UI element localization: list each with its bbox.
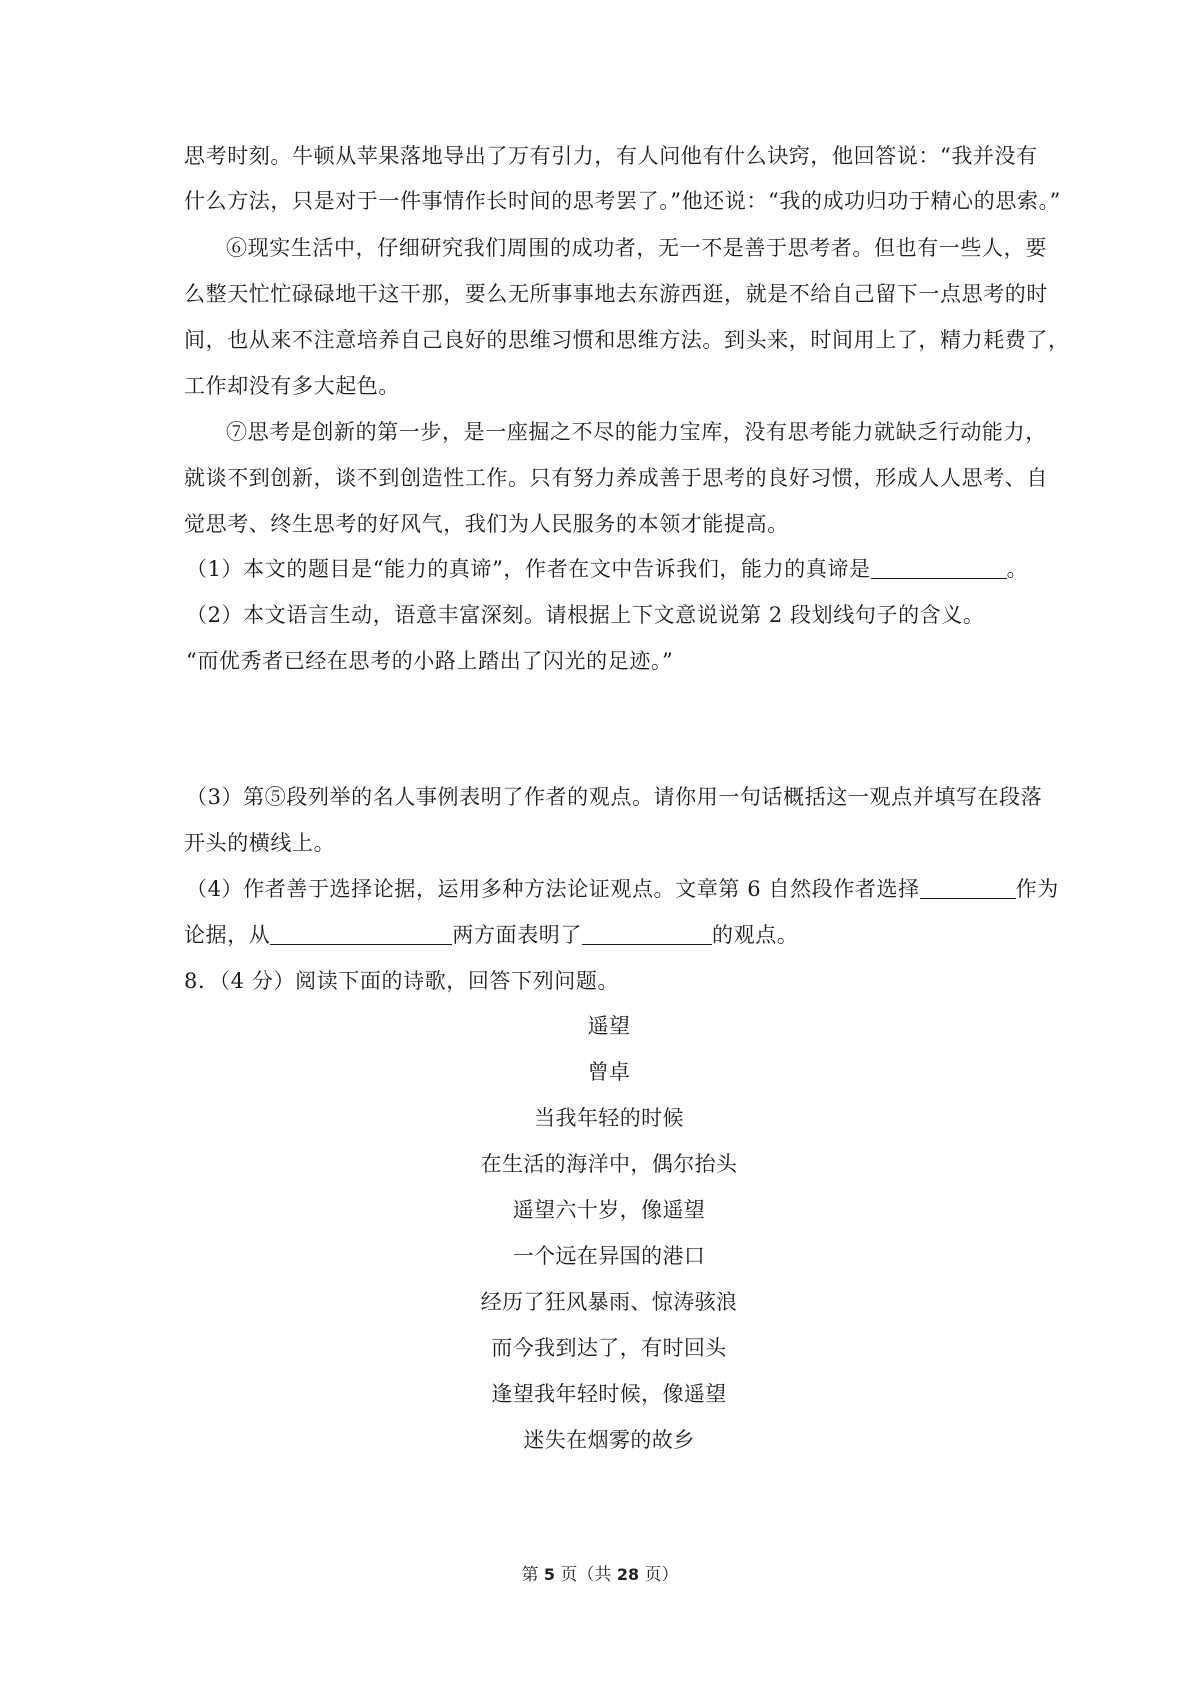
question-4-text: （4）作者善于选择论据，运用多种方法论证观点。文章第 6 自然段作者选择	[186, 877, 920, 901]
answer-blank-4c	[582, 922, 712, 945]
question-4-part-a: 论据，从	[184, 923, 271, 947]
paragraph-6-line-3: 间，也从来不注意培养自己良好的思维习惯和思维方法。到头来，时间用上了，精力耗费了，	[184, 328, 1070, 352]
question-1-text: （1）本文的题目是“能力的真谛”，作者在文中告诉我们，能力的真谛是	[186, 557, 871, 581]
footer-total-pages: 28	[616, 1565, 640, 1584]
question-2-quote: “而优秀者已经在思考的小路上踏出了闪光的足迹。”	[186, 649, 674, 673]
footer-middle: 页（共	[555, 1565, 617, 1585]
answer-blank-1	[871, 556, 1007, 579]
question-3-line-2: 开头的横线上。	[184, 831, 336, 855]
paragraph-5-line-1: 思考时刻。牛顿从苹果落地导出了万有引力，有人问他有什么诀窍，他回答说：“我并没有	[184, 144, 1038, 168]
poem-line-5: 经历了狂风暴雨、惊涛骇浪	[480, 1290, 738, 1314]
question-2-line-1: （2）本文语言生动，语意丰富深刻。请根据上下文意说说第 2 段划线句子的含义。	[186, 603, 985, 627]
question-1	[186, 553, 1036, 585]
page-footer	[0, 1563, 1200, 1587]
question-1-end: 。	[1006, 557, 1029, 581]
paragraph-6-line-2: 么整天忙忙碌碌地干这干那，要么无所事事地去东游西逛，就是不给自己留下一点思考的时	[184, 282, 1048, 306]
paragraph-6-line-1: ⑥现实生活中，仔细研究我们周围的成功者，无一不是善于思考者。但也有一些人，要	[226, 236, 1047, 260]
poem-line-8: 迷失在烟雾的故乡	[523, 1428, 695, 1452]
poem-line-1: 当我年轻的时候	[534, 1106, 684, 1130]
footer-suffix: 页）	[639, 1565, 679, 1585]
question-4-line-1	[186, 873, 1059, 905]
poem-line-2: 在生活的海洋中，偶尔抬头	[480, 1152, 738, 1176]
poem-line-3: 遥望六十岁，像遥望	[512, 1198, 706, 1222]
question-4-line1-end: 作为	[1015, 877, 1059, 901]
poem-line-6: 而今我到达了，有时回头	[491, 1336, 727, 1360]
question-4-line-2	[184, 919, 1034, 951]
question-8-header: 8．（4 分）阅读下面的诗歌，回答下列问题。	[184, 969, 620, 993]
footer-page-number: 5	[543, 1565, 556, 1584]
paragraph-5-line-2: 什么方法，只是对于一件事情作长时间的思考罢了。”他还说：“我的成功归功于精心的思索。”	[184, 189, 1062, 213]
poem-line-4: 一个远在异国的港口	[512, 1244, 706, 1268]
question-3-line-1: （3）第⑤段列举的名人事例表明了作者的观点。请你用一句话概括这一观点并填写在段落	[186, 785, 1043, 809]
question-4-part-b: 两方面表明了	[452, 923, 583, 947]
poem-line-7: 逢望我年轻时候，像遥望	[491, 1382, 727, 1406]
question-4-end: 的观点。	[712, 923, 799, 947]
paragraph-6-line-4: 工作却没有多大起色。	[184, 374, 400, 398]
poem-author: 曾卓	[587, 1060, 631, 1084]
paragraph-7-line-3: 觉思考、终生思考的好风气，我们为人民服务的本领才能提高。	[184, 512, 789, 536]
paragraph-7-line-1: ⑦思考是创新的第一步，是一座掘之不尽的能力宝库，没有思考能力就缺乏行动能力，	[226, 420, 1047, 444]
paragraph-7-line-2: 就谈不到创新，谈不到创造性工作。只有努力养成善于思考的良好习惯，形成人人思考、自	[184, 466, 1048, 490]
footer-prefix: 第	[521, 1565, 544, 1585]
answer-blank-4b	[270, 922, 452, 945]
poem-title: 遥望	[587, 1014, 631, 1038]
answer-blank-4a	[920, 876, 1016, 899]
